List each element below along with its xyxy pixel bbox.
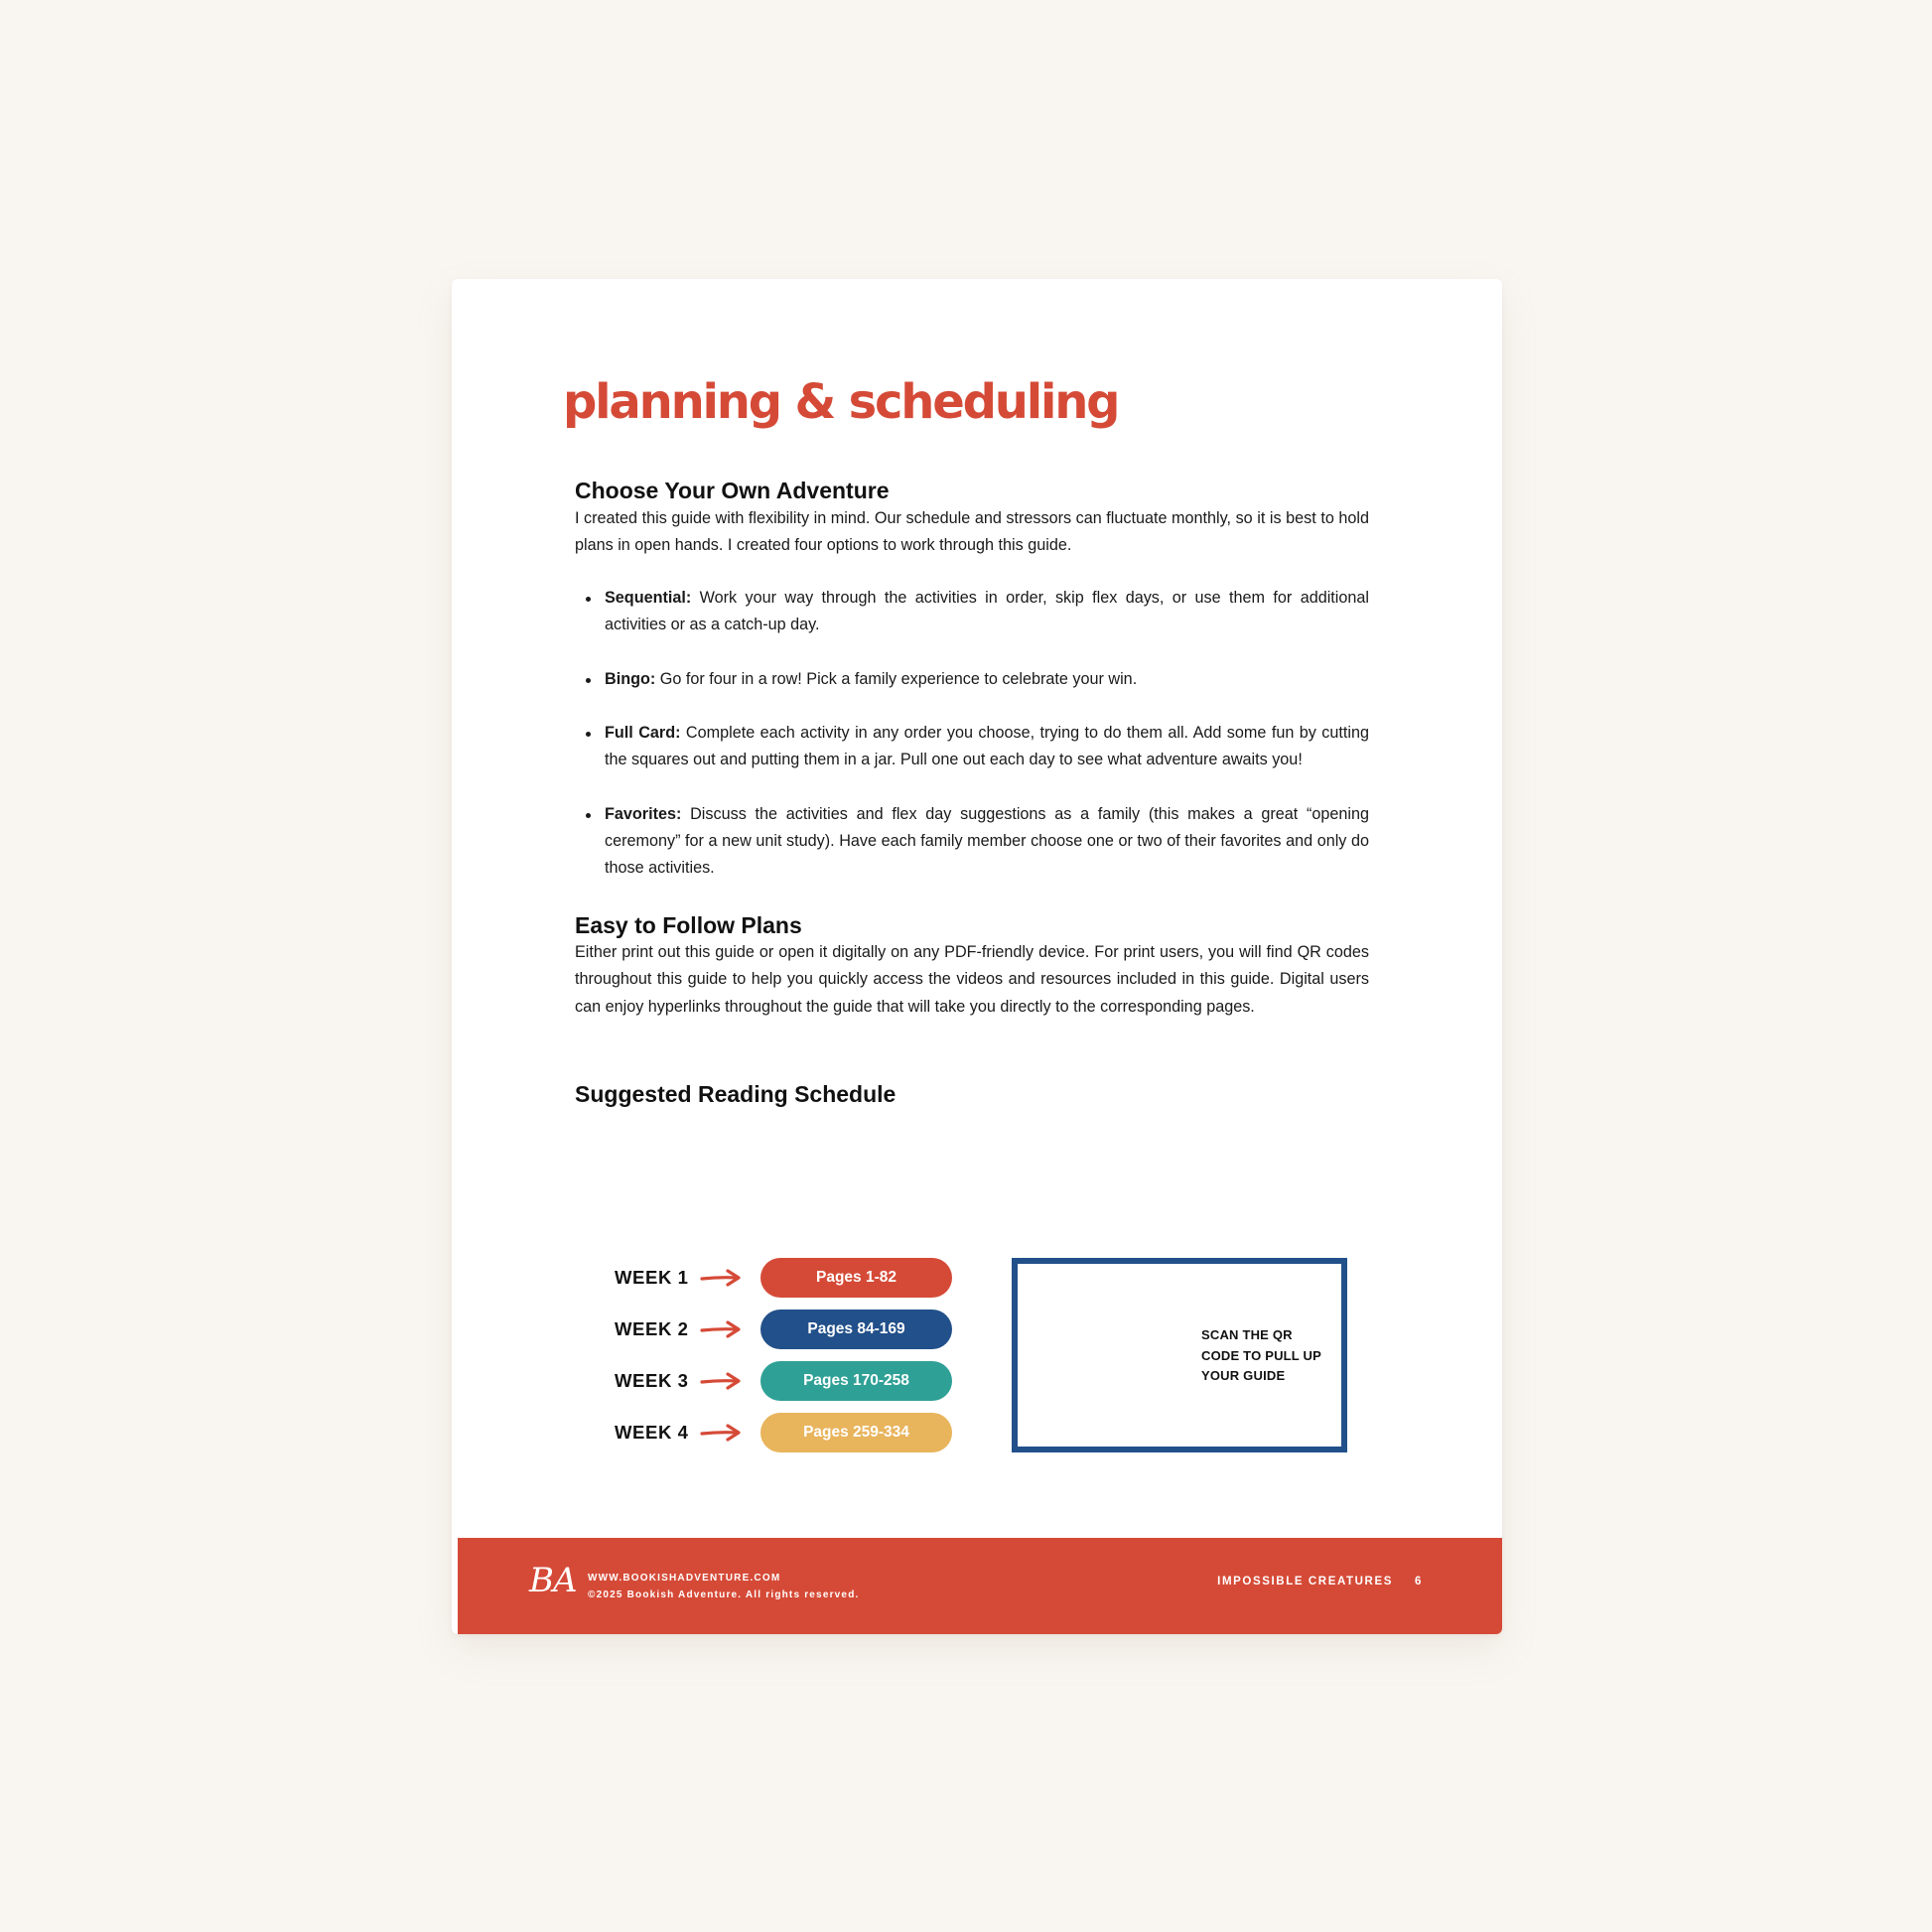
week-label: WEEK 1 xyxy=(615,1267,689,1288)
week-pages-badge: Pages 259-334 xyxy=(760,1413,952,1452)
section-heading-plans: Easy to Follow Plans xyxy=(575,911,802,938)
choose-intro-paragraph: I created this guide with flexibility in mind. Our schedule and stressors can fluctuate monthly, so it is best to hold plans in open hands. I created four options to work through this guide. xyxy=(575,508,1369,554)
week-label: WEEK 2 xyxy=(615,1318,689,1339)
option-label: Bingo: xyxy=(605,669,656,688)
brand-logo: BA xyxy=(529,1561,577,1600)
option-label: Sequential: xyxy=(605,589,692,608)
list-item xyxy=(605,666,1369,693)
page-title: planning & scheduling xyxy=(563,374,1119,430)
arrow-right-icon xyxy=(700,1319,742,1339)
option-label: Favorites: xyxy=(605,804,682,823)
options-list xyxy=(575,585,1369,882)
section-heading-choose: Choose Your Own Adventure xyxy=(575,478,890,503)
arrow-right-icon xyxy=(700,1371,742,1391)
footer-info xyxy=(588,1570,859,1603)
section-heading-schedule: Suggested Reading Schedule xyxy=(575,1081,897,1108)
qr-code-box[interactable] xyxy=(1012,1258,1347,1452)
list-item xyxy=(605,801,1369,883)
option-label: Full Card: xyxy=(605,724,681,743)
footer-book-title: IMPOSSIBLE CREATURES xyxy=(1217,1576,1393,1587)
plans-paragraph: Either print out this guide or open it digitally on any PDF-friendly device. For print users, you will find QR codes throughout this guide to help you quickly access the videos and resources included in this guide. Digital users can enjoy hyperlinks throughout the guide that will take you directly to the corresponding pages. xyxy=(575,943,1369,1016)
arrow-right-icon xyxy=(700,1268,742,1288)
footer-website-link[interactable]: WWW.BOOKISHADVENTURE.COM xyxy=(588,1573,781,1584)
footer-right xyxy=(1217,1576,1423,1587)
option-text: Complete each activity in any order you choose, trying to do them all. Add some fun by cutting the squares out and putting them in a jar. Pull one out each day to see what adventure awaits you! xyxy=(605,724,1369,769)
option-text: Work your way through the activities in order, skip flex days, or use them for additional activities or as a catch-up day. xyxy=(605,589,1369,634)
document-page xyxy=(452,279,1502,1634)
qr-caption: SCAN THE QR CODE TO PULL UP YOUR GUIDE xyxy=(1201,1327,1321,1383)
week-pages-badge: Pages 170-258 xyxy=(760,1361,952,1401)
week-pages-badge: Pages 1-82 xyxy=(760,1258,952,1298)
arrow-right-icon xyxy=(700,1423,742,1443)
content-area xyxy=(575,478,1369,1109)
page-footer xyxy=(458,1538,1502,1634)
week-label: WEEK 4 xyxy=(615,1422,689,1443)
list-item xyxy=(605,585,1369,639)
list-item xyxy=(605,720,1369,774)
option-text: Discuss the activities and flex day suggestions as a family (this makes a great “opening ceremony” for a new unit study). Have each family member choose one or two of their favorites and only do those activities. xyxy=(605,804,1369,878)
week-label: WEEK 3 xyxy=(615,1370,689,1391)
option-text: Go for four in a row! Pick a family experience to celebrate your win. xyxy=(655,669,1138,688)
page-number: 6 xyxy=(1415,1576,1423,1587)
footer-copyright: ©2025 Bookish Adventure. All rights reserved. xyxy=(588,1589,860,1600)
week-pages-badge: Pages 84-169 xyxy=(760,1310,952,1349)
